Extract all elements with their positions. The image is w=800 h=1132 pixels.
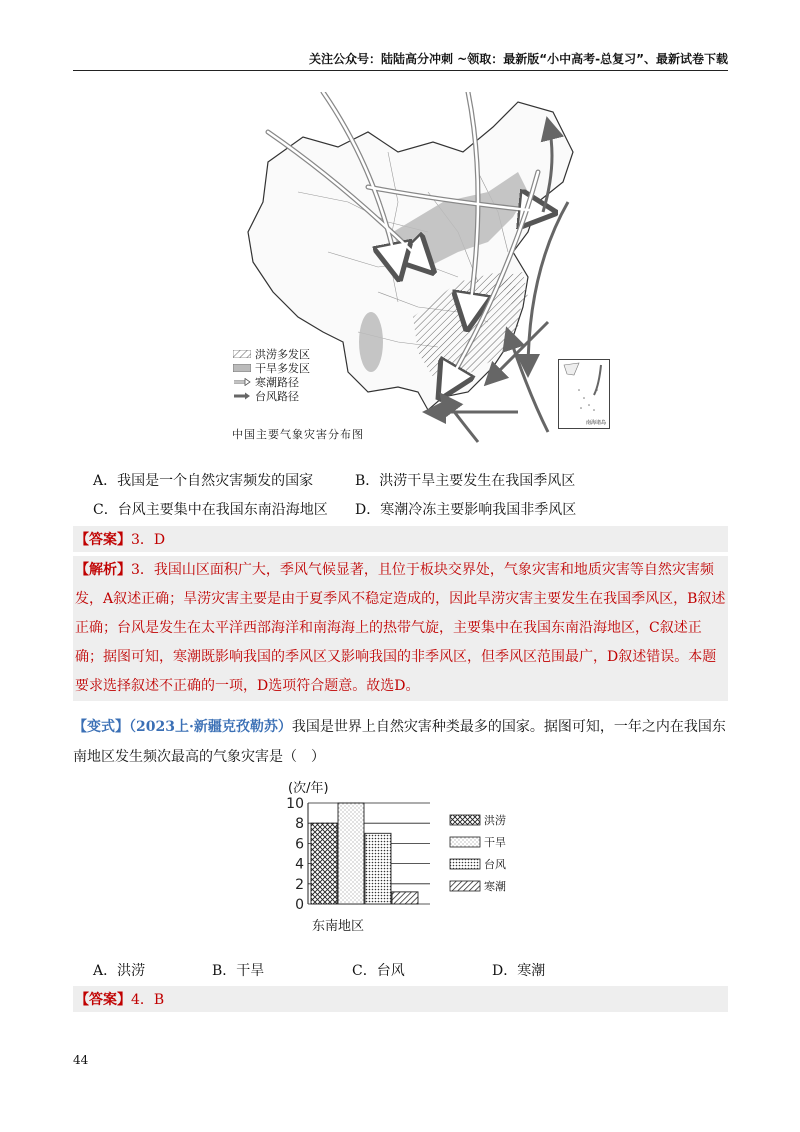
variant-tag: 【变式】 (73, 719, 129, 735)
y-tick-label: 10 (286, 796, 304, 812)
flood-swatch-icon (233, 350, 251, 358)
answer-tag: 【答案】 (75, 532, 131, 548)
q4-option-a: A．洪涝 (93, 963, 146, 979)
answer-4-band (73, 986, 728, 1012)
legend-label: 寒潮路径 (255, 376, 299, 389)
q3-option-a: A．我国是一个自然灾害频发的国家 (93, 473, 314, 489)
variant-question (73, 712, 728, 772)
page-header: 关注公众号：陆陆高分冲刺 ~领取：最新版“小中高考-总复习”、最新试卷下载 (309, 52, 728, 66)
disaster-frequency-chart (260, 777, 530, 932)
inset-label: 南海诸岛 (585, 420, 606, 426)
y-tick-label: 0 (295, 897, 304, 913)
answer-tag: 【答案】 (75, 992, 131, 1008)
q4-option-d: D．寒潮 (492, 963, 546, 979)
chart-category-label: 东南地区 (312, 919, 365, 934)
bar-台风 (365, 833, 391, 904)
answer-3-band (73, 526, 728, 552)
answer-text: 3．D (131, 532, 166, 548)
legend-label: 干旱多发区 (255, 362, 310, 375)
answer-3 (73, 532, 165, 548)
disaster-map-figure (228, 92, 613, 447)
q4-option-c: C．台风 (352, 963, 405, 979)
legend-swatch-台风 (450, 859, 480, 869)
legend-swatch-干旱 (450, 837, 480, 847)
legend-label-寒潮: 寒潮 (484, 880, 506, 893)
legend-drought (233, 361, 310, 375)
legend-swatch-寒潮 (450, 881, 480, 891)
analysis-text: 3．我国山区面积广大，季风气候显著，且位于板块交界处，气象灾害和地质灾害等自然灾害频发，A叙述正确；旱涝灾害主要是由于夏季风不稳定造成的，因此旱涝灾害主要发生在我国季风区，B叙述正确；台风是发生在太平洋西部海洋和南海海上的热带气旋，主要集中在我国东南沿海地区，C叙述正确；据图可知，寒潮既影响我国的季风区又影响我国的非季风区，但季风区范围最广，D叙述错误。本题要求选择叙述不正确的一项，D选项符合题意。故选D。 (75, 562, 726, 694)
legend-label-干旱: 干旱 (484, 836, 506, 849)
analysis-tag: 【解析】 (75, 562, 131, 578)
bar-洪涝 (311, 823, 337, 904)
bar-寒潮 (392, 892, 418, 904)
answer-text: 4．B (131, 992, 165, 1008)
analysis-3 (73, 556, 728, 701)
y-tick-label: 6 (295, 836, 304, 853)
y-tick-label: 8 (295, 816, 304, 833)
map-legend (233, 347, 310, 403)
legend-flood (233, 347, 310, 361)
answer-4 (73, 992, 164, 1008)
drought-region-sw (359, 312, 383, 372)
header-rule (73, 70, 728, 71)
bar-chart-svg (260, 777, 530, 932)
legend-label-洪涝: 洪涝 (484, 814, 506, 827)
legend-label: 台风路径 (255, 390, 299, 403)
legend-swatch-洪涝 (450, 815, 480, 825)
bar-干旱 (338, 803, 364, 904)
cold-wave-arrow-icon (233, 378, 251, 386)
drought-swatch-icon (233, 364, 251, 372)
q4-option-b: B．干旱 (212, 963, 265, 979)
variant-source: （2023上·新疆克孜勒苏） (129, 719, 292, 735)
inset-map (559, 360, 609, 428)
y-tick-label: 2 (295, 876, 304, 893)
south-china-sea-inset (558, 359, 610, 429)
legend-label-台风: 台风 (484, 858, 506, 871)
typhoon-arrow-icon (233, 392, 251, 400)
map-caption: 中国主要气象灾害分布图 (232, 428, 364, 441)
y-tick-label: 4 (295, 856, 304, 873)
page-number: 44 (73, 1053, 89, 1067)
legend-typhoon (233, 389, 310, 403)
legend-label: 洪涝多发区 (255, 348, 310, 361)
q3-option-d: D．寒潮冷冻主要影响我国非季风区 (355, 502, 577, 518)
legend-cold-wave (233, 375, 310, 389)
chart-ylabel: (次/年) (288, 781, 329, 796)
q3-option-b: B．洪涝干旱主要发生在我国季风区 (355, 473, 576, 489)
variant-text: 我国是世界上自然灾害种类最多的国家。据图可知，一年之内在我国东南地区发生频次最高的气象灾害是（ ） (73, 719, 726, 765)
q3-option-c: C．台风主要集中在我国东南沿海地区 (93, 502, 328, 518)
